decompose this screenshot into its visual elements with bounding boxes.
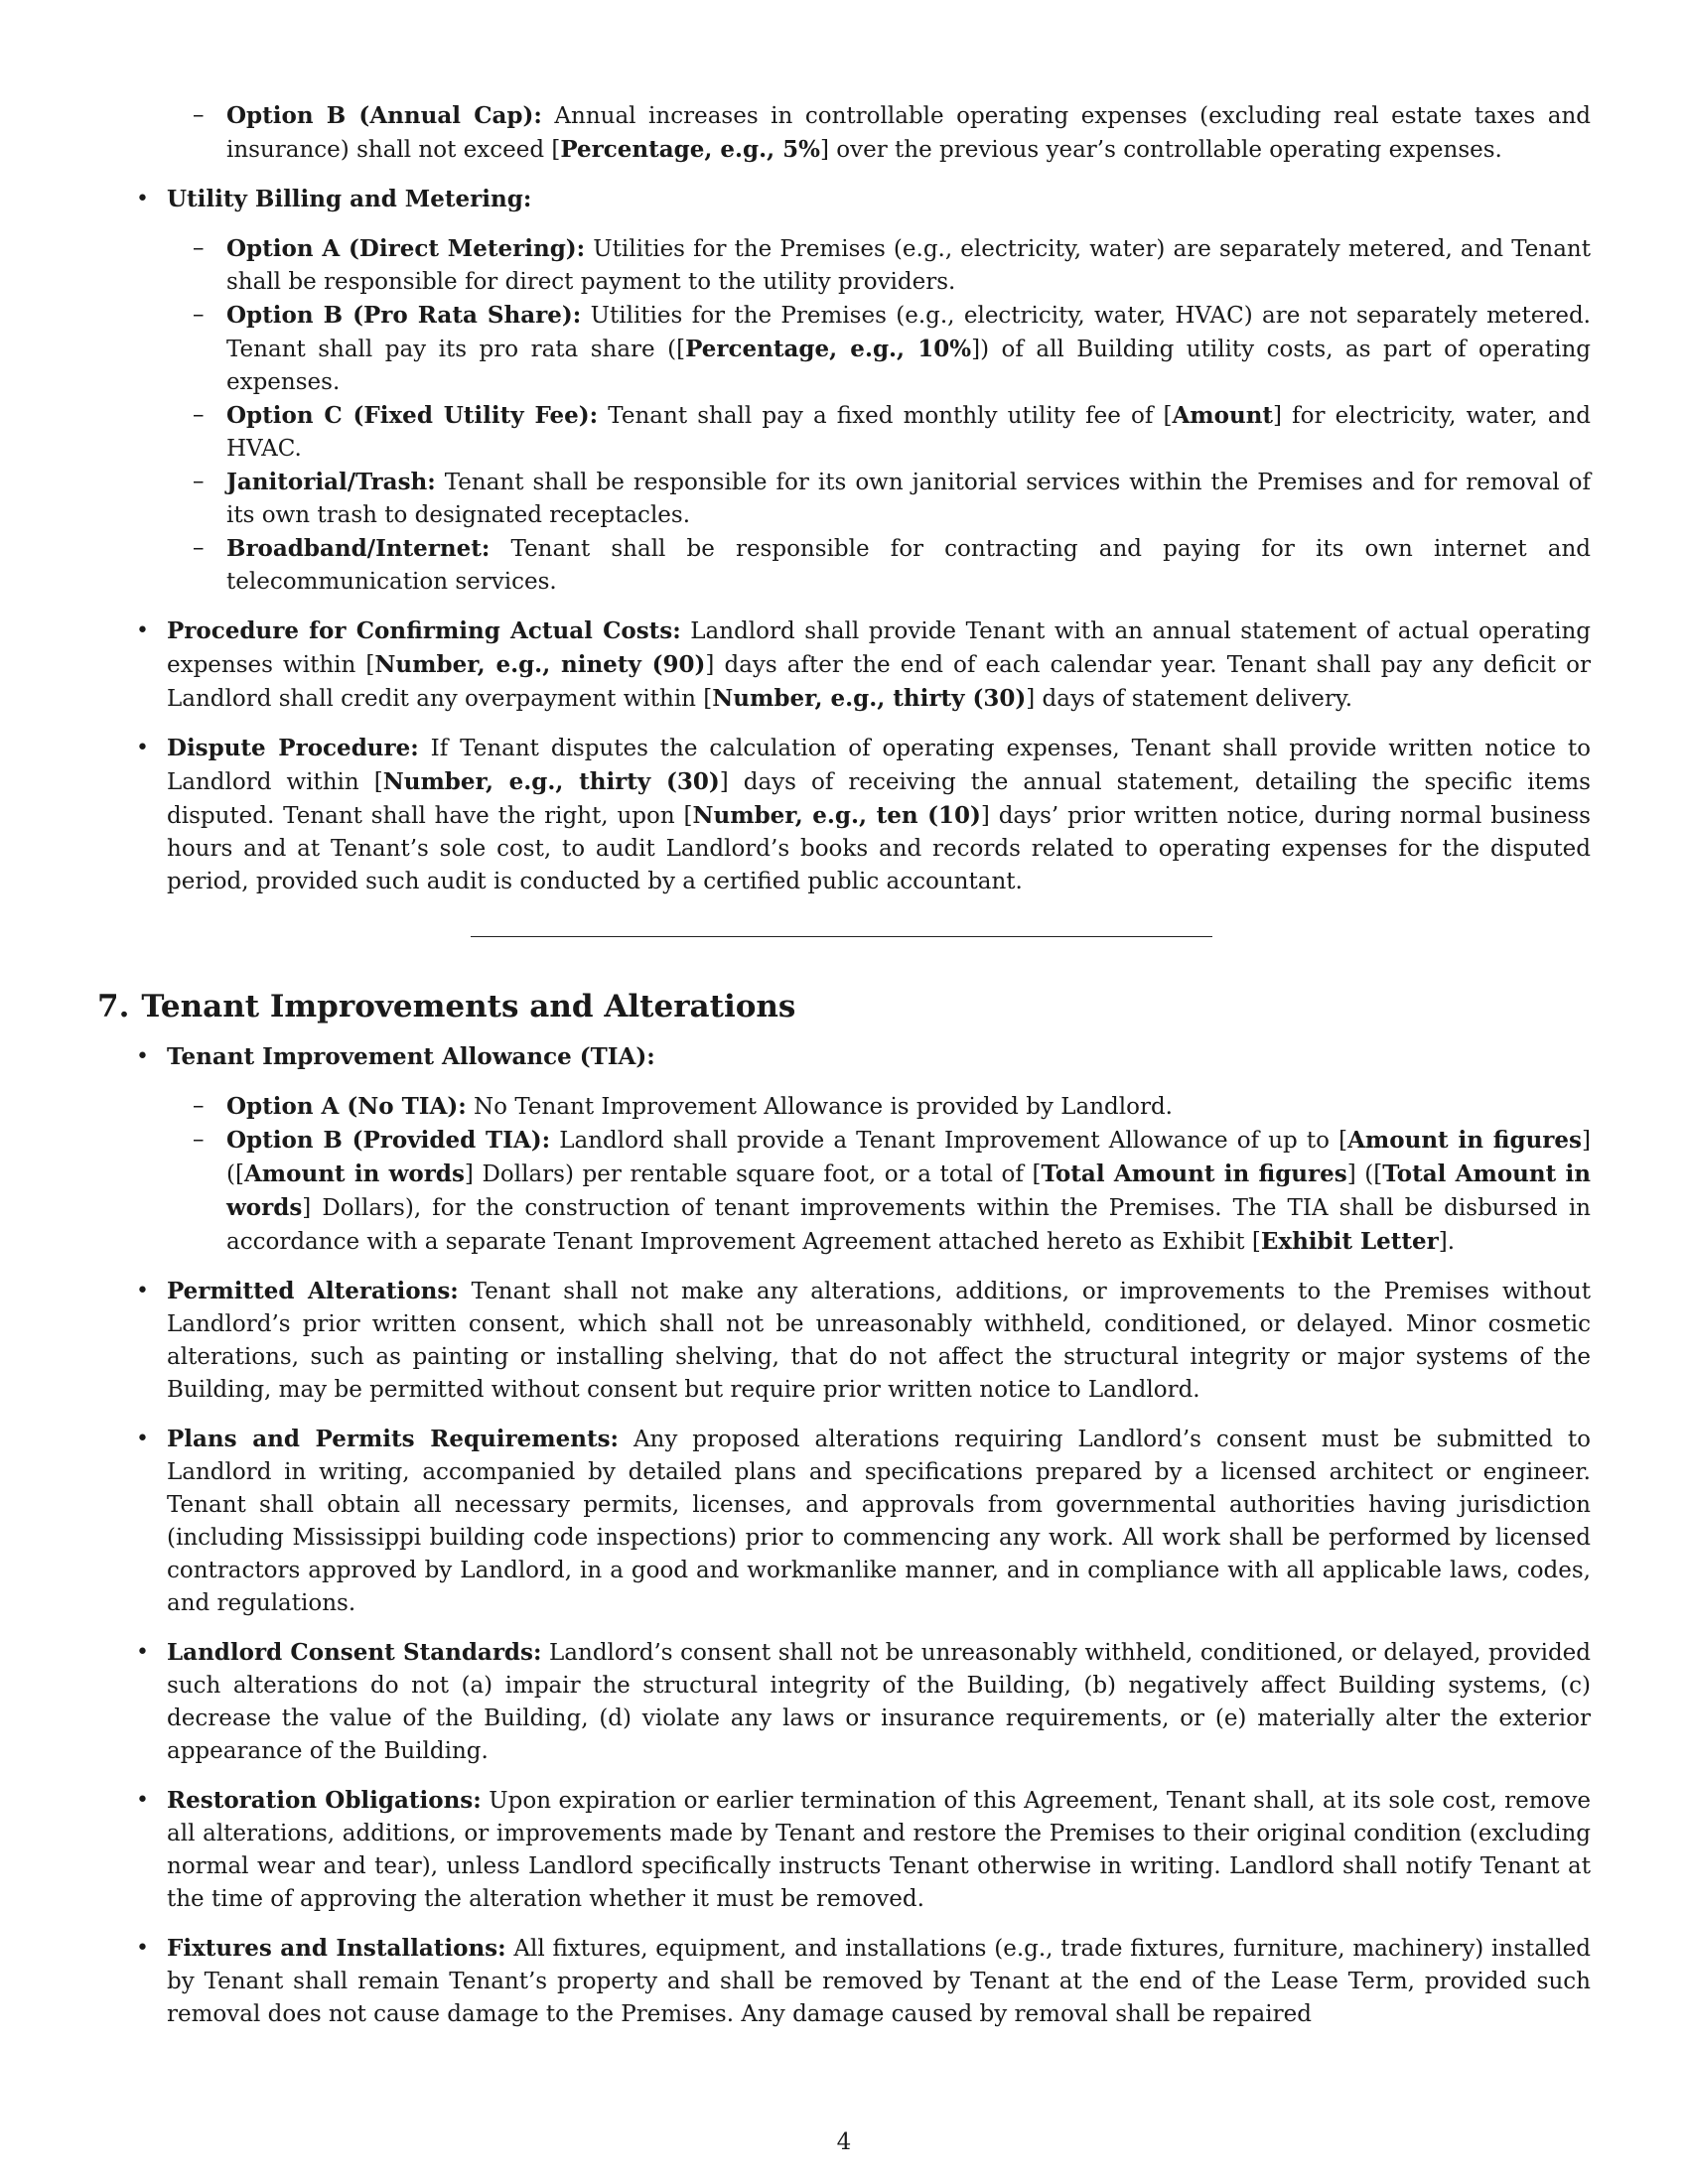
list-item xyxy=(167,1932,1591,2031)
sub-list-item xyxy=(226,532,1591,599)
sub-list-item xyxy=(226,232,1591,299)
placeholder-field: Exhibit Letter xyxy=(1260,1228,1439,1255)
item-text: ] ([ xyxy=(1346,1161,1383,1187)
placeholder-field: Total Amount in words xyxy=(226,1160,1591,1221)
placeholder-field: Percentage, e.g., 10% xyxy=(685,336,972,362)
page-number: 4 xyxy=(836,2129,852,2155)
continued-option-list xyxy=(97,99,1591,167)
item-label: Option A (Direct Metering): xyxy=(226,235,586,262)
item-text: ] days of receiving the annual statement, detailing the specific items disputed. Tenant shall have the right, upon [ xyxy=(167,769,1591,829)
section-7-list xyxy=(97,1040,1591,2031)
placeholder-field: Amount xyxy=(1172,402,1274,429)
item-label: Option B (Pro Rata Share): xyxy=(226,302,582,329)
item-text: ] Dollars), for the construction of tenant improvements within the Premises. The TIA shall be disbursed in accordance with a separate Tenant Improvement Agreement attached hereto as Exhibit [ xyxy=(226,1195,1591,1255)
item-text: ] days’ prior written notice, during normal business hours and at Tenant’s sole cost, to audit Landlord’s books and records related to operating expenses for the disputed period, provided such audit is conducted by a certified public accountant. xyxy=(167,803,1591,894)
list-item xyxy=(167,614,1591,716)
sub-list xyxy=(167,232,1591,599)
placeholder-field: Number, e.g., ten (10) xyxy=(692,802,981,829)
section-7-title: Tenant Improvements and Alterations xyxy=(141,989,796,1024)
item-label: Landlord Consent Standards: xyxy=(167,1639,542,1666)
sub-list-item xyxy=(226,299,1591,399)
sub-list-item xyxy=(226,1090,1591,1124)
item-text: All fixtures, equipment, and installations (e.g., trade fixtures, furniture, machinery) installed by Tenant shall remain Tenant’s property and shall be removed by Tenant at the end of the Lease Term, provided such removal does not cause damage to the Premises. Any damage caused by removal shall be repaired xyxy=(167,1936,1592,2027)
item-text: ] ([ xyxy=(226,1128,1591,1187)
list-item xyxy=(167,1423,1591,1620)
sub-list-item xyxy=(226,466,1591,532)
item-label: Restoration Obligations: xyxy=(167,1787,482,1814)
placeholder-field: Number, e.g., thirty (30) xyxy=(712,685,1027,712)
item-text: Annual increases in controllable operating expenses (excluding real estate taxes and insurance) shall not exceed [ xyxy=(226,103,1592,163)
item-text: Tenant shall be responsible for its own janitorial services within the Premises and for removal of its own trash to designated receptacles. xyxy=(226,470,1591,528)
section-7-heading xyxy=(97,987,1591,1026)
item-text: Landlord shall provide a Tenant Improvement Allowance of up to [ xyxy=(550,1128,1348,1154)
section-7-number: 7. xyxy=(97,989,130,1024)
item-label: Broadband/Internet: xyxy=(226,535,491,562)
sub-list-item xyxy=(226,399,1591,466)
item-text: Tenant shall be responsible for contracting and paying for its own internet and telecommunication services. xyxy=(226,536,1591,595)
list-item xyxy=(167,1636,1591,1768)
sub-list-item xyxy=(226,1124,1591,1259)
item-label: Dispute Procedure: xyxy=(167,735,419,761)
item-text: Landlord’s consent shall not be unreasonably withheld, conditioned, or delayed, provided such alterations do not (a) impair the structural integrity of the Building, (b) negatively affect Building systems, (c) decrease the value of the Building, (d) violate any laws or insurance requirements, or (e) materially alter the exterior appearance of the Building. xyxy=(167,1640,1592,1764)
placeholder-field: Percentage, e.g., 5% xyxy=(560,136,820,163)
placeholder-field: Amount in words xyxy=(243,1160,465,1187)
list-item xyxy=(167,1784,1591,1916)
placeholder-field: Amount in figures xyxy=(1347,1127,1583,1154)
item-text: Utilities for the Premises (e.g., electricity, water) are separately metered, and Tenant shall be responsible for direct payment to the utility providers. xyxy=(226,236,1591,295)
item-label: Tenant Improvement Allowance (TIA): xyxy=(167,1043,655,1070)
item-label: Option B (Annual Cap): xyxy=(226,102,542,129)
sub-list-item xyxy=(226,99,1591,167)
item-label: Plans and Permits Requirements: xyxy=(167,1426,620,1452)
section-divider xyxy=(471,936,1212,937)
section-6-list xyxy=(97,183,1591,898)
list-item xyxy=(167,732,1591,898)
item-label: Option A (No TIA): xyxy=(226,1093,467,1120)
item-text: ] Dollars) per rentable square foot, or a total of [ xyxy=(464,1161,1042,1187)
item-text: ]. xyxy=(1438,1229,1456,1255)
list-item xyxy=(167,1275,1591,1407)
placeholder-field: Total Amount in figures xyxy=(1041,1160,1347,1187)
item-label: Permitted Alterations: xyxy=(167,1278,459,1304)
item-text: ] days after the end of each calendar year. Tenant shall pay any deficit or Landlord shall credit any overpayment within [ xyxy=(167,652,1591,712)
item-text: ] over the previous year’s controllable operating expenses. xyxy=(820,137,1502,163)
item-text: ] days of statement delivery. xyxy=(1026,686,1353,712)
item-text: Utilities for the Premises (e.g., electricity, water, HVAC) are not separately metered. Tenant shall pay its pro rata share ([ xyxy=(226,303,1591,362)
placeholder-field: Number, e.g., ninety (90) xyxy=(374,651,706,678)
sub-list xyxy=(167,1090,1591,1259)
item-text: No Tenant Improvement Allowance is provided by Landlord. xyxy=(466,1094,1173,1120)
list-item xyxy=(167,183,1591,599)
item-label: Option C (Fixed Utility Fee): xyxy=(226,402,599,429)
item-text: If Tenant disputes the calculation of operating expenses, Tenant shall provide written notice to Landlord within [ xyxy=(167,736,1592,795)
item-text: Upon expiration or earlier termination of this Agreement, Tenant shall, at its sole cost, remove all alterations, additions, or improvements made by Tenant and restore the Premises to their original condition (excluding normal wear and tear), unless Landlord specifically instructs Tenant otherwise in writing. Landlord shall notify Tenant at the time of approving the alteration whether it must be removed. xyxy=(167,1788,1592,1912)
item-label: Janitorial/Trash: xyxy=(226,469,436,495)
item-text: Any proposed alterations requiring Landlord’s consent must be submitted to Landlord in writing, accompanied by detailed plans and specifications prepared by a licensed architect or engineer. Tenant shall obtain all necessary permits, licenses, and approvals from governmental authorities having jurisdiction (including Mississippi building code inspections) prior to commencing any work. All work shall be performed by licensed contractors approved by Landlord, in a good and workmanlike manner, and in compliance with all applicable laws, codes, and regulations. xyxy=(167,1427,1591,1616)
item-text: Landlord shall provide Tenant with an annual statement of actual operating expenses within [ xyxy=(167,618,1591,678)
item-text: ]) of all Building utility costs, as part of operating expenses. xyxy=(226,337,1592,395)
item-text: ] for electricity, water, and HVAC. xyxy=(226,403,1591,462)
item-label: Fixtures and Installations: xyxy=(167,1935,506,1962)
item-label: Procedure for Confirming Actual Costs: xyxy=(167,617,681,644)
placeholder-field: Number, e.g., thirty (30) xyxy=(382,768,720,795)
page-content xyxy=(97,99,1591,2031)
list-item xyxy=(167,1040,1591,1259)
item-text: Tenant shall not make any alterations, additions, or improvements to the Premises without Landlord’s prior written consent, which shall not be unreasonably withheld, conditioned, or delayed. Minor cosmetic alterations, such as painting or installing shelving, that do not affect the structural integrity or major systems of the Building, may be permitted without consent but require prior written notice to Landlord. xyxy=(167,1279,1591,1403)
item-label: Utility Billing and Metering: xyxy=(167,186,532,212)
item-label: Option B (Provided TIA): xyxy=(226,1127,551,1154)
item-text: Tenant shall pay a fixed monthly utility fee of [ xyxy=(598,403,1173,429)
